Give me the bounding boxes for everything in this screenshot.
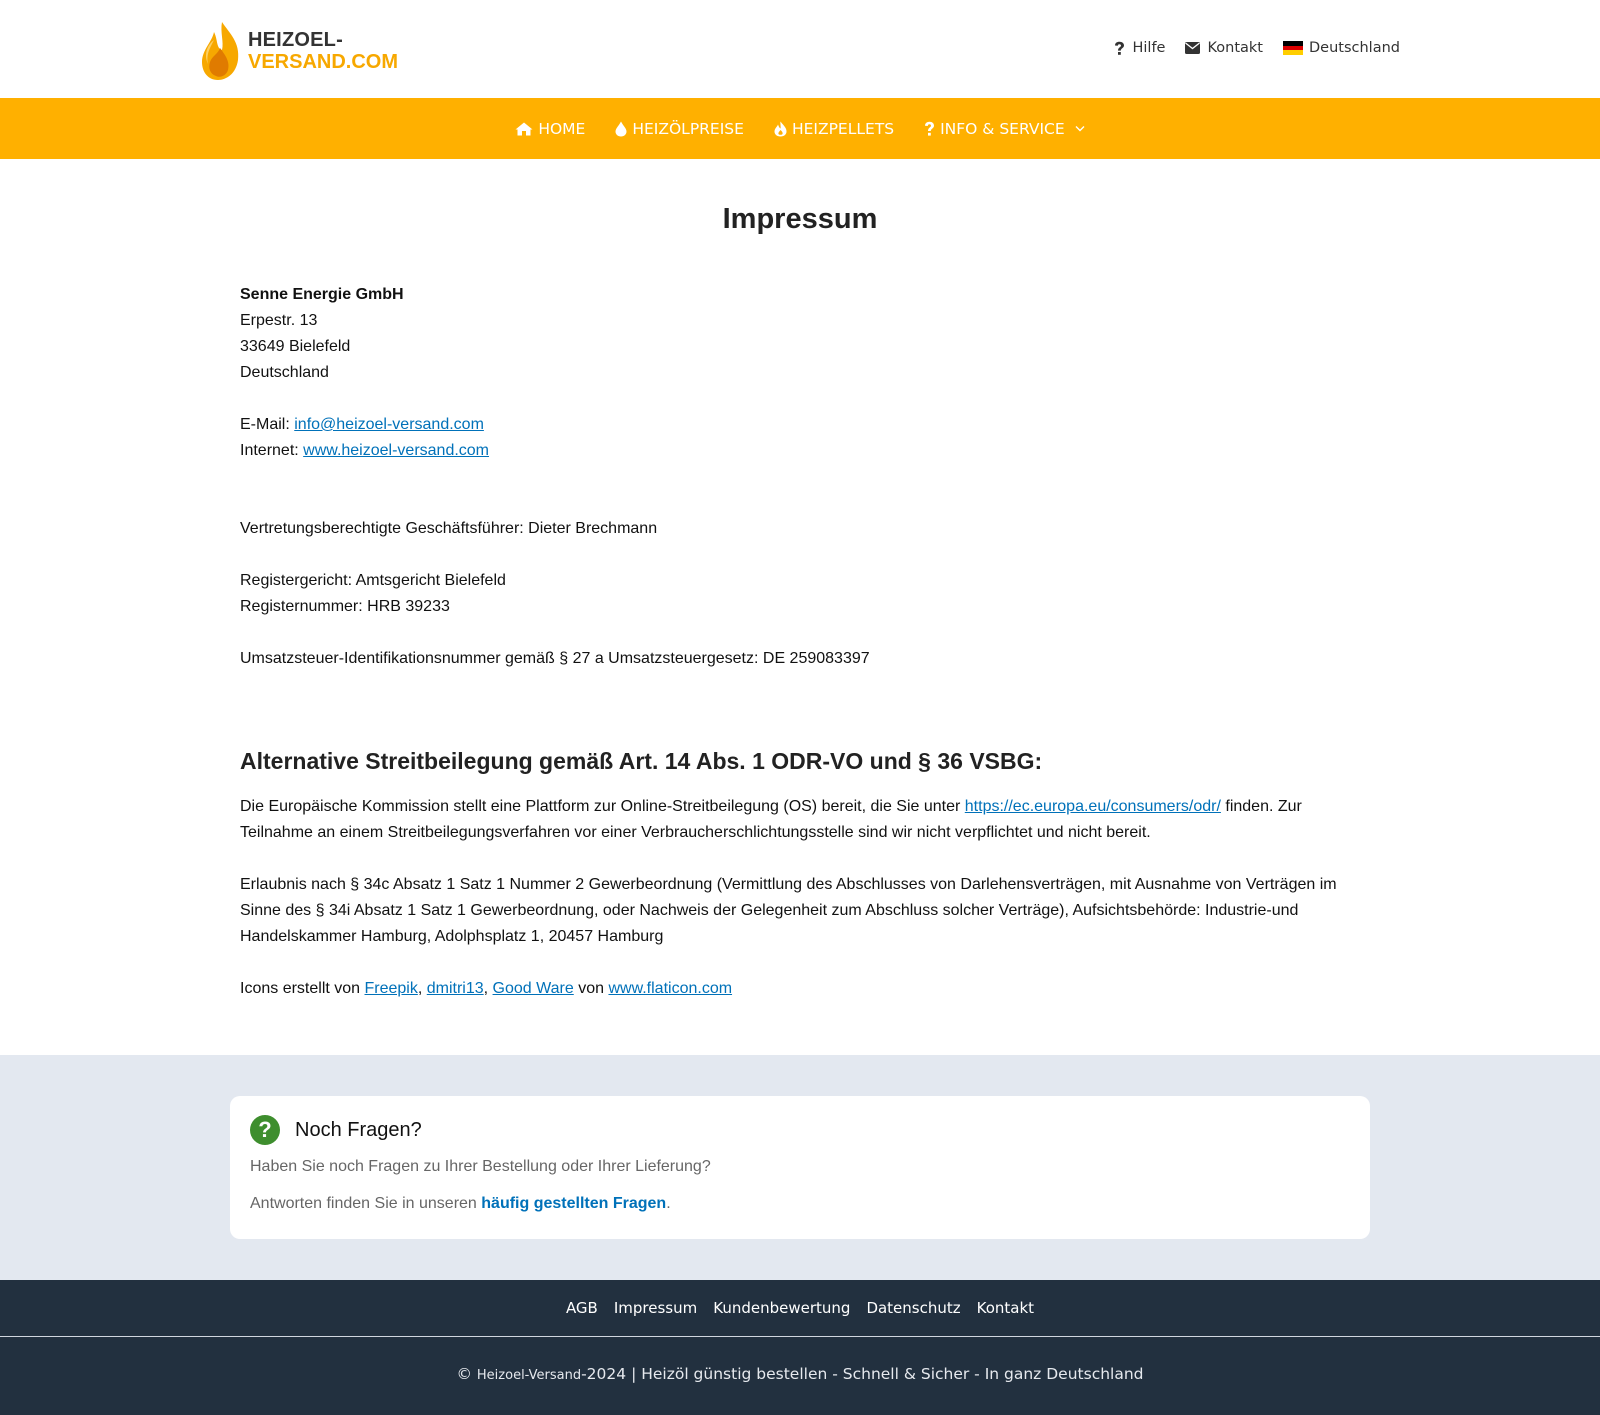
website-link[interactable]: www.heizoel-versand.com xyxy=(303,442,490,459)
drop-icon xyxy=(615,121,627,137)
nav-item-heizpellets[interactable] xyxy=(774,120,894,138)
dispute-heading: Alternative Streitbeilegung gemäß Art. 14 Abs. 1 ODR-VO und § 36 VSBG: xyxy=(240,748,1043,774)
internet-label: Internet: xyxy=(240,442,304,459)
icons-sep2: , xyxy=(483,980,493,997)
logo-line2: VERSAND.COM xyxy=(248,51,399,73)
dispute-text-after: finden. Zur Teilnahme an einem Streitbeilegungsverfahren vor einer Verbraucherschlichtungsstelle sind wir nicht verpflichtet und nicht bereit. xyxy=(240,798,1302,841)
faq-title: Noch Fragen? xyxy=(295,1118,422,1141)
faq-card xyxy=(230,1096,1370,1239)
footer-link-datenschutz[interactable]: Datenschutz xyxy=(866,1299,961,1317)
logo-line1: HEIZOEL- xyxy=(248,29,343,51)
top-links xyxy=(1094,40,1400,56)
copyright-year: -2024 xyxy=(581,1365,627,1383)
dispute-text-before: Die Europäische Kommission stellt eine Plattform zur Online-Streitbeilegung (OS) bereit, die Sie unter xyxy=(240,798,965,815)
copyright-tagline: | Heizöl günstig bestellen - Schnell & Sicher - In ganz Deutschland xyxy=(631,1365,1144,1383)
good-ware-link[interactable]: Good Ware xyxy=(492,980,574,997)
vat-id: Umsatzsteuer-Identifikationsnummer gemäß § 27 a Umsatzsteuergesetz: DE 259083397 xyxy=(240,650,870,667)
question-icon xyxy=(1114,41,1125,56)
city: 33649 Bielefeld xyxy=(240,338,351,355)
main-content xyxy=(0,159,1600,1055)
nav-label-home: HOME xyxy=(538,119,586,138)
company-name: Senne Energie GmbH xyxy=(240,286,404,303)
help-circle-icon: ? xyxy=(250,1115,280,1145)
main-nav xyxy=(0,98,1600,159)
footer-link-impressum[interactable]: Impressum xyxy=(613,1299,698,1317)
site-logo[interactable] xyxy=(200,20,398,82)
help-label: Hilfe xyxy=(1132,40,1166,56)
nav-label-info-service: INFO & SERVICE xyxy=(940,119,1065,138)
copyright xyxy=(0,1365,1600,1383)
question-icon xyxy=(924,121,935,137)
help-link[interactable] xyxy=(1114,40,1165,56)
faq-line2-before: Antworten finden Sie in unseren xyxy=(250,1195,482,1212)
german-flag-icon xyxy=(1283,41,1303,55)
faq-line1: Haben Sie noch Fragen zu Ihrer Bestellung oder Ihrer Lieferung? xyxy=(250,1158,711,1175)
footer xyxy=(0,1280,1600,1415)
freepik-link[interactable]: Freepik xyxy=(364,980,418,997)
nav-label-heizoelpreise: HEIZÖLPREISE xyxy=(632,119,744,138)
chevron-down-icon xyxy=(1075,125,1085,132)
dispute-paragraph xyxy=(240,794,1360,846)
nav-item-heizoelpreise[interactable] xyxy=(615,120,744,138)
permission-paragraph: Erlaubnis nach § 34c Absatz 1 Satz 1 Nummer 2 Gewerbeordnung (Vermittlung des Abschlusses von Darlehensverträgen, mit Ausnahme von Verträgen im Sinne des § 34i Absatz 1 Satz 1 Gewerbeordnung, oder Nachweis der Gelegenheit zum Abschluss solcher Verträge), Aufsichtsbehörde: Industrie-und Handelskammer Hamburg, Adolphsplatz 1, 20457 Hamburg xyxy=(240,876,1337,945)
email-link[interactable]: info@heizoel-versand.com xyxy=(294,416,484,433)
flame-logo-icon xyxy=(200,20,244,82)
country: Deutschland xyxy=(240,364,329,381)
email-label: E-Mail: xyxy=(240,416,295,433)
footer-links xyxy=(0,1280,1600,1337)
flaticon-link[interactable]: www.flaticon.com xyxy=(608,980,733,997)
footer-link-kontakt[interactable]: Kontakt xyxy=(976,1299,1035,1317)
footer-link-agb[interactable]: AGB xyxy=(565,1299,598,1317)
impressum-body xyxy=(240,282,1360,1002)
faq-line2 xyxy=(250,1195,671,1213)
page-title: Impressum xyxy=(722,203,878,235)
icons-mid: von xyxy=(573,980,609,997)
icons-sep1: , xyxy=(417,980,427,997)
managing-director: Vertretungsberechtigte Geschäftsführer: Dieter Brechmann xyxy=(240,520,658,537)
faq-link[interactable]: häufig gestellten Fragen xyxy=(481,1195,667,1212)
language-selector[interactable] xyxy=(1283,40,1400,56)
faq-section xyxy=(0,1055,1600,1280)
language-label: Deutschland xyxy=(1309,40,1400,56)
nav-label-heizpellets: HEIZPELLETS xyxy=(791,119,895,138)
icons-credit xyxy=(240,976,1360,1002)
odr-link[interactable]: https://ec.europa.eu/consumers/odr/ xyxy=(964,798,1221,815)
faq-line2-after: . xyxy=(666,1195,671,1212)
envelope-icon xyxy=(1185,42,1200,54)
nav-item-info-service[interactable] xyxy=(924,120,1085,138)
footer-link-kundenbewertung[interactable]: Kundenbewertung xyxy=(713,1299,851,1317)
copyright-symbol: © xyxy=(456,1365,472,1383)
contact-link[interactable] xyxy=(1185,40,1263,56)
copyright-brand: Heizoel-Versand xyxy=(476,1368,582,1383)
flame-icon xyxy=(774,121,787,137)
dmitri13-link[interactable]: dmitri13 xyxy=(426,980,484,997)
home-icon xyxy=(515,122,533,136)
nav-item-home[interactable] xyxy=(515,120,585,138)
top-header xyxy=(0,0,1600,98)
register-court: Registergericht: Amtsgericht Bielefeld xyxy=(240,572,506,589)
street: Erpestr. 13 xyxy=(240,312,318,329)
register-number: Registernummer: HRB 39233 xyxy=(240,598,450,615)
contact-label: Kontakt xyxy=(1207,40,1263,56)
icons-prefix: Icons erstellt von xyxy=(240,980,365,997)
